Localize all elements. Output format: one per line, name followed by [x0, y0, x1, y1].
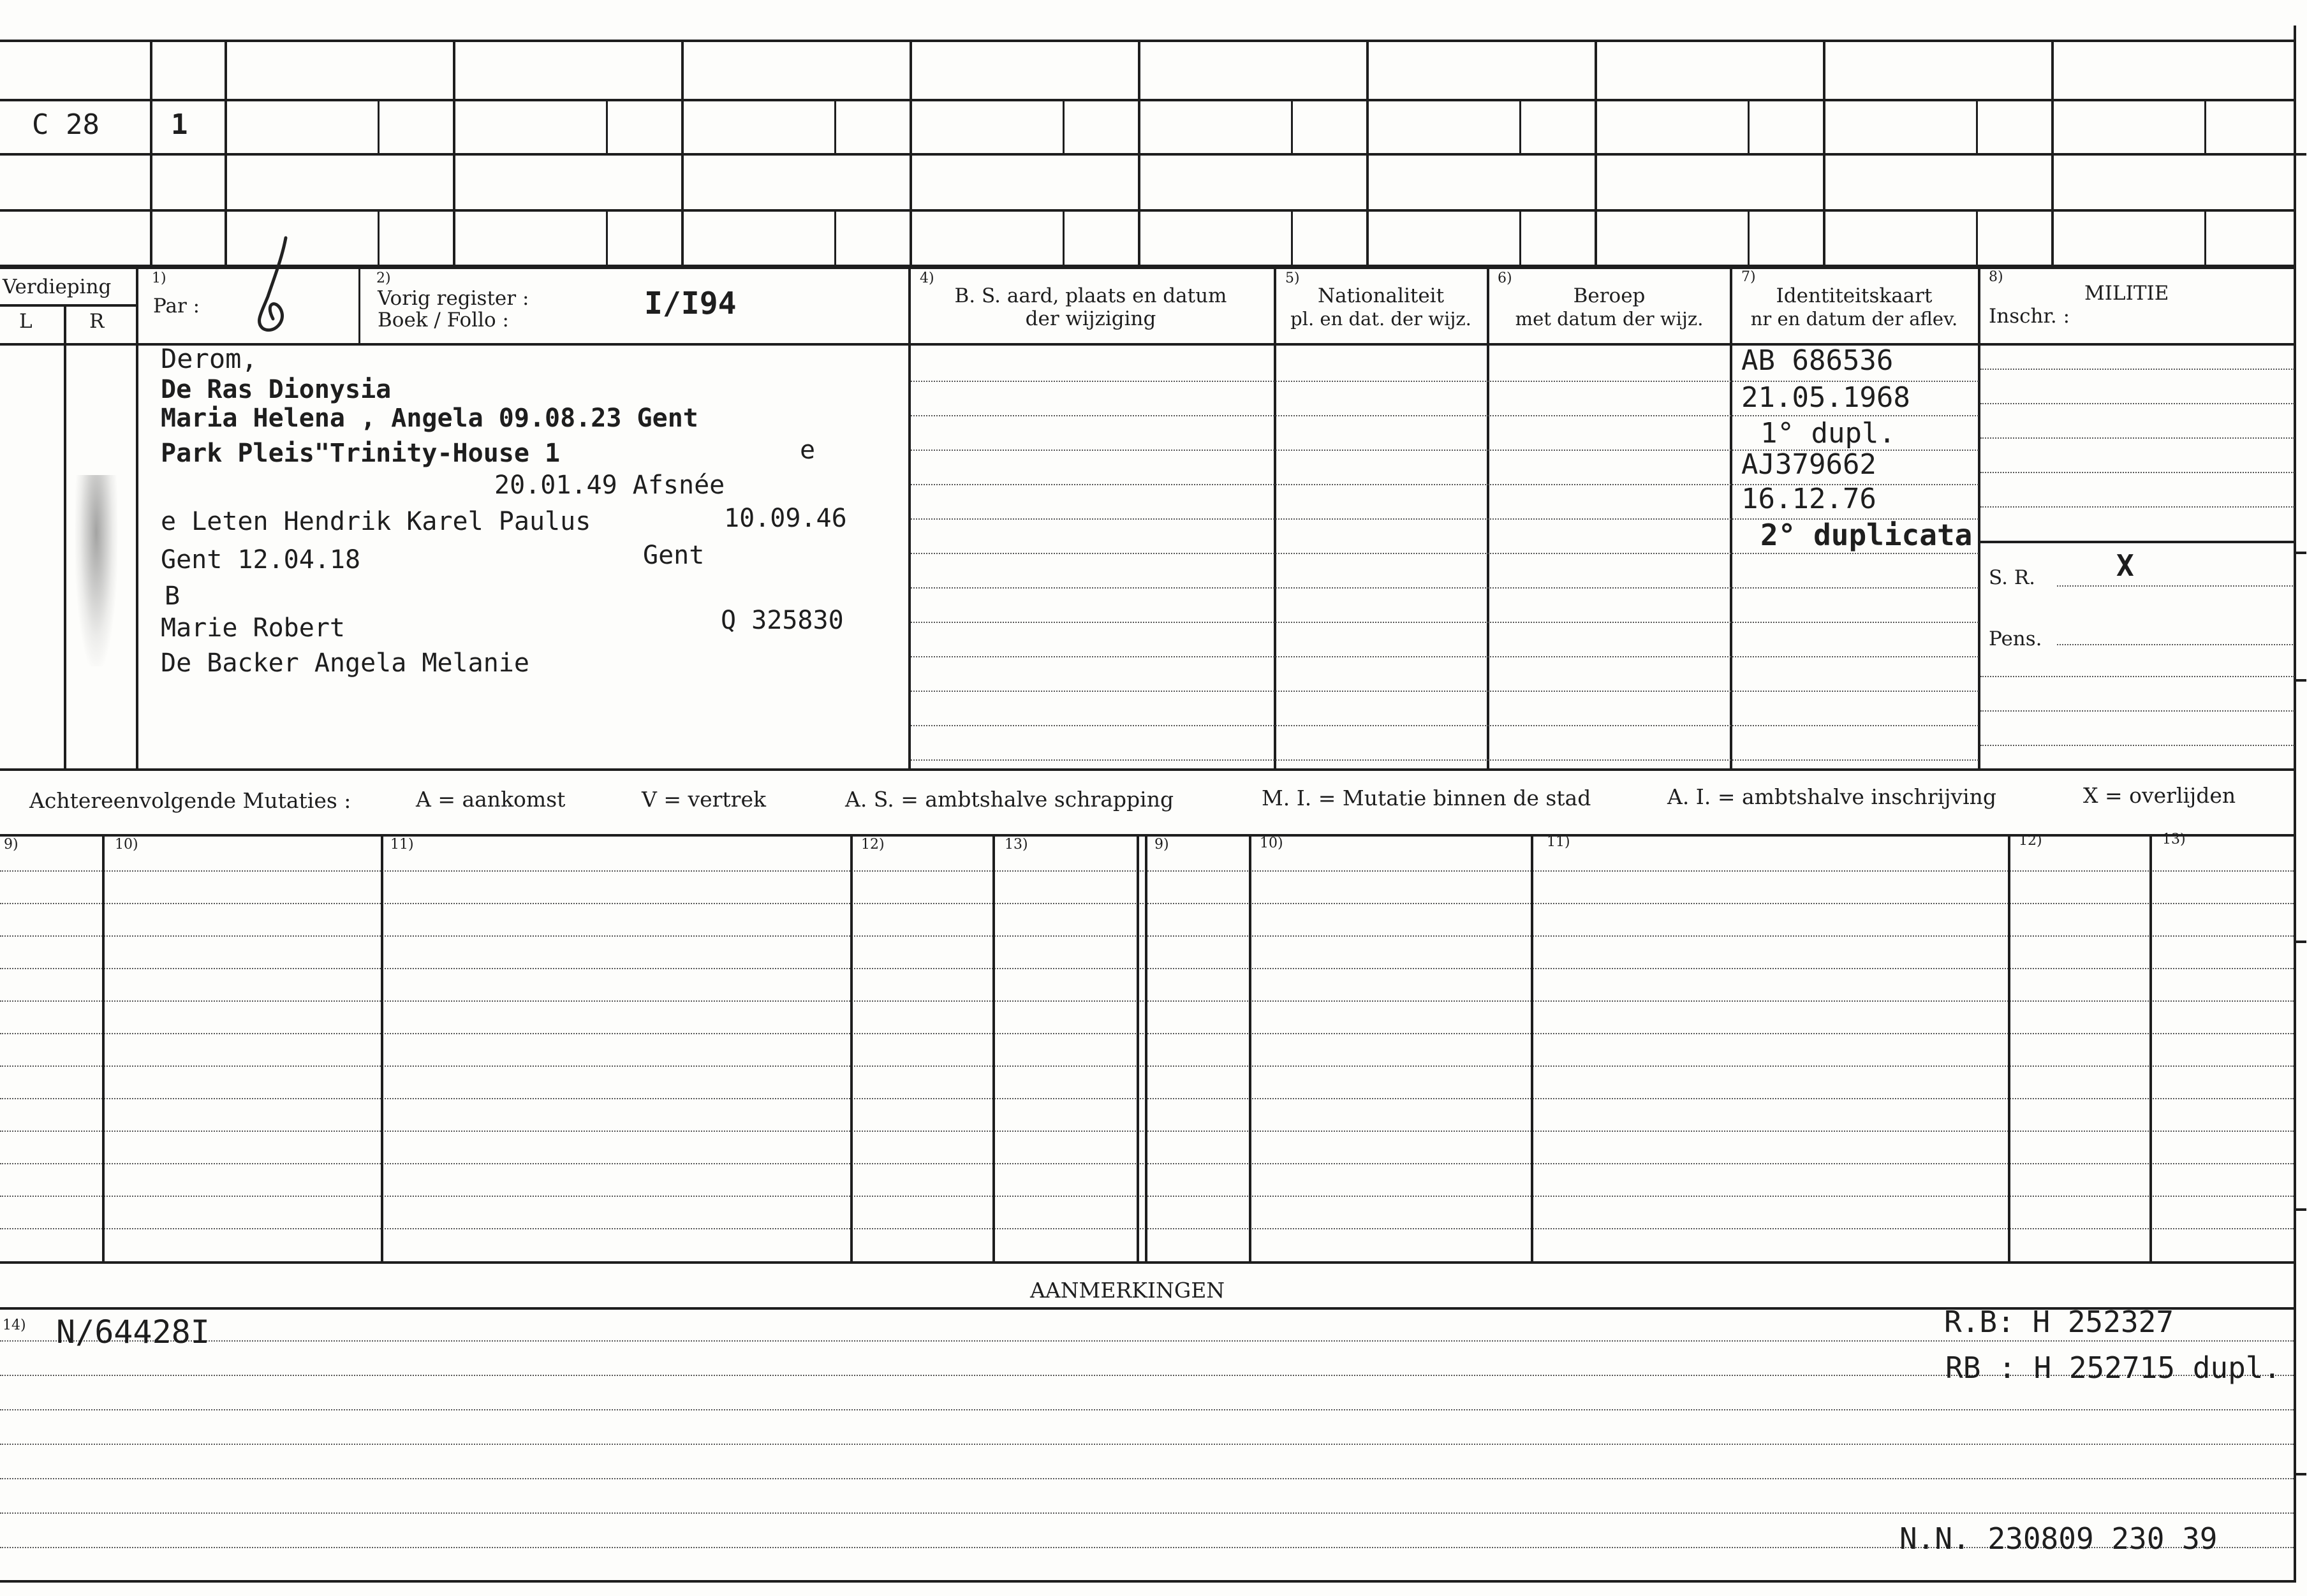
person-line-2: De Ras Dionysia	[161, 375, 392, 404]
mut-col-11b: 11)	[1547, 834, 1570, 850]
grid-subdivider	[1291, 99, 1293, 153]
edge-tick	[2294, 1473, 2306, 1475]
verdieping-title: Verdieping	[3, 275, 112, 298]
grid-subdivider	[606, 99, 608, 153]
card-code: C 28	[32, 108, 100, 141]
person-line-12: Q 325830	[721, 606, 844, 635]
ruling-line	[1980, 437, 2294, 439]
bs-header	[918, 284, 1263, 330]
bs-number: 4)	[920, 270, 934, 286]
mut-col-divider	[102, 835, 105, 1263]
header-rule	[0, 343, 2296, 346]
identiteit-label-1: Identiteitskaart	[1776, 284, 1933, 307]
identity-entry-5: 16.12.76	[1741, 483, 1876, 515]
rb-number-2: RB : H 252715 dupl.	[1945, 1351, 2281, 1385]
aanmerkingen-number: 14)	[3, 1317, 26, 1333]
nationaliteit-header	[1276, 284, 1486, 330]
beroep-label-2: met datum der wijz.	[1515, 308, 1704, 330]
person-line-3: Maria Helena , Angela 09.08.23 Gent	[161, 404, 698, 433]
verdieping-rule	[0, 304, 137, 307]
grid-rule	[0, 153, 2296, 156]
person-line-10: B	[165, 582, 181, 611]
mut-col-11: 11)	[390, 837, 414, 853]
edge-tick	[2294, 552, 2306, 554]
ruling-line	[911, 656, 1979, 657]
edge-tick	[2294, 941, 2306, 943]
ruling-line	[911, 691, 1979, 692]
grid-subdivider	[1976, 99, 1978, 153]
militie-number: 8)	[1989, 269, 2003, 285]
mut-col-10b: 10)	[1260, 835, 1283, 851]
identity-entry-4: AJ379662	[1741, 448, 1876, 481]
bottom-rule	[0, 1580, 2296, 1583]
grid-rule	[0, 265, 2296, 269]
grid-rule	[0, 209, 2296, 212]
par-label: Par :	[153, 295, 200, 318]
vorig-value: I/I94	[644, 286, 737, 321]
ruling-line	[911, 725, 1979, 726]
inschr-label: Inschr. :	[1989, 305, 2070, 328]
top-rule	[0, 40, 2296, 42]
ruling-line	[1980, 745, 2294, 746]
col-divider	[136, 267, 138, 770]
legend-inschrijving: A. I. = ambtshalve inschrijving	[1667, 784, 1997, 809]
identiteit-header	[1731, 284, 1977, 330]
par-number: 1)	[152, 270, 166, 286]
identiteit-number: 7)	[1741, 269, 1756, 285]
identity-entry-1: AB 686536	[1741, 344, 1894, 377]
grid-divider	[1595, 40, 1597, 267]
militie-title: MILITIE	[2084, 282, 2169, 305]
grid-subdivider	[1519, 99, 1521, 153]
ruling-line	[911, 587, 1979, 589]
grid-divider	[453, 40, 455, 267]
grid-divider	[910, 40, 912, 267]
grid-subdivider	[834, 99, 836, 153]
beroep-number: 6)	[1498, 270, 1512, 286]
ruling-line	[0, 1409, 2294, 1410]
person-line-8: Gent 12.04.18	[161, 545, 361, 575]
grid-subdivider	[1976, 209, 1978, 265]
mut-col-divider	[992, 835, 995, 1263]
edge-tick	[2294, 679, 2306, 682]
mut-col-13: 13)	[1005, 837, 1028, 853]
person-line-9: Gent	[643, 541, 705, 570]
pens-label: Pens.	[1989, 627, 2042, 650]
nn-number: N.N. 230809 230 39	[1899, 1521, 2218, 1556]
mut-col-9b: 9)	[1154, 837, 1169, 853]
legend-aankomst: A = aankomst	[416, 787, 566, 812]
mut-col-13b: 13)	[2162, 831, 2186, 847]
grid-subdivider	[1063, 99, 1065, 153]
grid-divider	[1138, 40, 1140, 267]
mut-col-divider	[2149, 835, 2152, 1263]
mut-col-9: 9)	[4, 837, 18, 853]
person-line-1: Derom,	[161, 343, 258, 374]
identity-entry-3: 1° dupl.	[1760, 417, 1896, 450]
mut-col-12: 12)	[861, 837, 885, 853]
ruling-line	[1980, 506, 2294, 508]
aanmerkingen-ref: N/64428I	[56, 1314, 210, 1351]
col-divider	[358, 267, 360, 343]
edge-tick	[2294, 153, 2306, 156]
mutaties-bottom-rule	[0, 1261, 2296, 1264]
grid-subdivider	[606, 209, 608, 265]
grid-subdivider	[2204, 209, 2206, 265]
grid-subdivider	[1063, 209, 1065, 265]
ruling-line	[0, 1478, 2294, 1479]
legend-schrapping: A. S. = ambtshalve schrapping	[845, 787, 1174, 812]
grid-divider	[150, 40, 152, 267]
grid-subdivider	[1291, 209, 1293, 265]
identity-entry-6: 2° duplicata	[1760, 518, 1973, 552]
bs-label-1: B. S. aard, plaats en datum	[954, 284, 1227, 307]
boek-label: Boek / Follo :	[378, 309, 509, 332]
mut-col-divider	[850, 835, 853, 1263]
person-line-6: e Leten Hendrik Karel Paulus	[161, 507, 591, 536]
legend-overlijden: X = overlijden	[2083, 783, 2236, 808]
mutaties-table-rule	[0, 834, 2296, 837]
ruling-line	[1980, 676, 2294, 677]
ruling-line	[0, 1444, 2294, 1445]
vorig-number: 2)	[376, 270, 391, 286]
grid-divider	[681, 40, 684, 267]
ruling-line	[1980, 472, 2294, 473]
grid-subdivider	[834, 209, 836, 265]
ruling-line	[911, 415, 1979, 416]
sr-value: X	[2116, 548, 2134, 583]
legend-vertrek: V = vertrek	[642, 787, 766, 812]
grid-subdivider	[378, 209, 380, 265]
grid-subdivider	[378, 99, 380, 153]
nationaliteit-number: 5)	[1285, 270, 1300, 286]
grid-subdivider	[1748, 209, 1750, 265]
beroep-header	[1489, 284, 1730, 330]
grid-divider	[1823, 40, 1825, 267]
militie-rule	[1980, 541, 2296, 543]
aanmerkingen-title: AANMERKINGEN	[1030, 1278, 1225, 1303]
grid-subdivider	[1748, 99, 1750, 153]
verdieping-right: R	[89, 310, 105, 333]
ruling-line	[911, 622, 1979, 623]
mut-col-divider	[381, 835, 383, 1263]
beroep-label-1: Beroep	[1573, 284, 1646, 307]
bs-label-2: der wijziging	[1025, 307, 1156, 330]
ruling-line	[1980, 403, 2294, 404]
identiteit-label-2: nr en datum der aflev.	[1750, 308, 1958, 330]
legend-mutatie: M. I. = Mutatie binnen de stad	[1262, 786, 1591, 810]
par-signature	[242, 233, 306, 341]
ruling-line	[1980, 710, 2294, 712]
mut-col-10: 10)	[115, 837, 138, 853]
grid-divider	[1366, 40, 1369, 267]
col-divider	[64, 304, 66, 770]
mut-col-divider	[2008, 835, 2010, 1263]
ruling-line	[0, 1340, 2294, 1342]
person-line-7: 10.09.46	[724, 504, 847, 533]
sr-dots	[2057, 585, 2293, 587]
verdieping-left: L	[19, 310, 33, 333]
grid-subdivider	[1519, 209, 1521, 265]
edge-tick	[2294, 1208, 2306, 1211]
person-line-11: Marie Robert	[161, 613, 345, 643]
mut-col-divider	[1249, 835, 1251, 1263]
grid-divider	[225, 40, 227, 267]
mut-col-divider	[1145, 835, 1147, 1263]
identity-entry-2: 21.05.1968	[1741, 381, 1910, 414]
person-line-5: 20.01.49 Afsnée	[494, 471, 725, 500]
rb-number-1: R.B: H 252327	[1944, 1305, 2174, 1339]
grid-divider	[2294, 26, 2296, 1581]
person-line-13: De Backer Angela Melanie	[161, 648, 529, 678]
grid-subdivider	[2204, 99, 2206, 153]
ruling-line	[911, 553, 1979, 554]
nationaliteit-label-1: Nationaliteit	[1317, 284, 1445, 307]
stain-mark	[75, 475, 117, 666]
mut-col-divider	[1531, 835, 1533, 1263]
mut-col-12b: 12)	[2019, 833, 2042, 849]
grid-rule	[0, 99, 2296, 101]
pens-dots	[2057, 644, 2293, 645]
sr-label: S. R.	[1989, 566, 2036, 589]
mut-col-divider	[1137, 835, 1139, 1263]
ruling-line	[1980, 369, 2294, 370]
ruling-line	[0, 1512, 2294, 1514]
grid-divider	[2051, 40, 2054, 267]
person-line-14: e	[800, 436, 816, 465]
vorig-label: Vorig register :	[378, 287, 529, 310]
mutaties-top-rule	[0, 768, 2296, 771]
card-sheet-number: 1	[171, 108, 188, 141]
person-line-4: Park Pleis"Trinity-House 1	[161, 439, 561, 468]
ruling-line	[911, 759, 1979, 761]
mutaties-title: Achtereenvolgende Mutaties :	[29, 788, 351, 813]
nationaliteit-label-2: pl. en dat. der wijz.	[1290, 308, 1471, 330]
